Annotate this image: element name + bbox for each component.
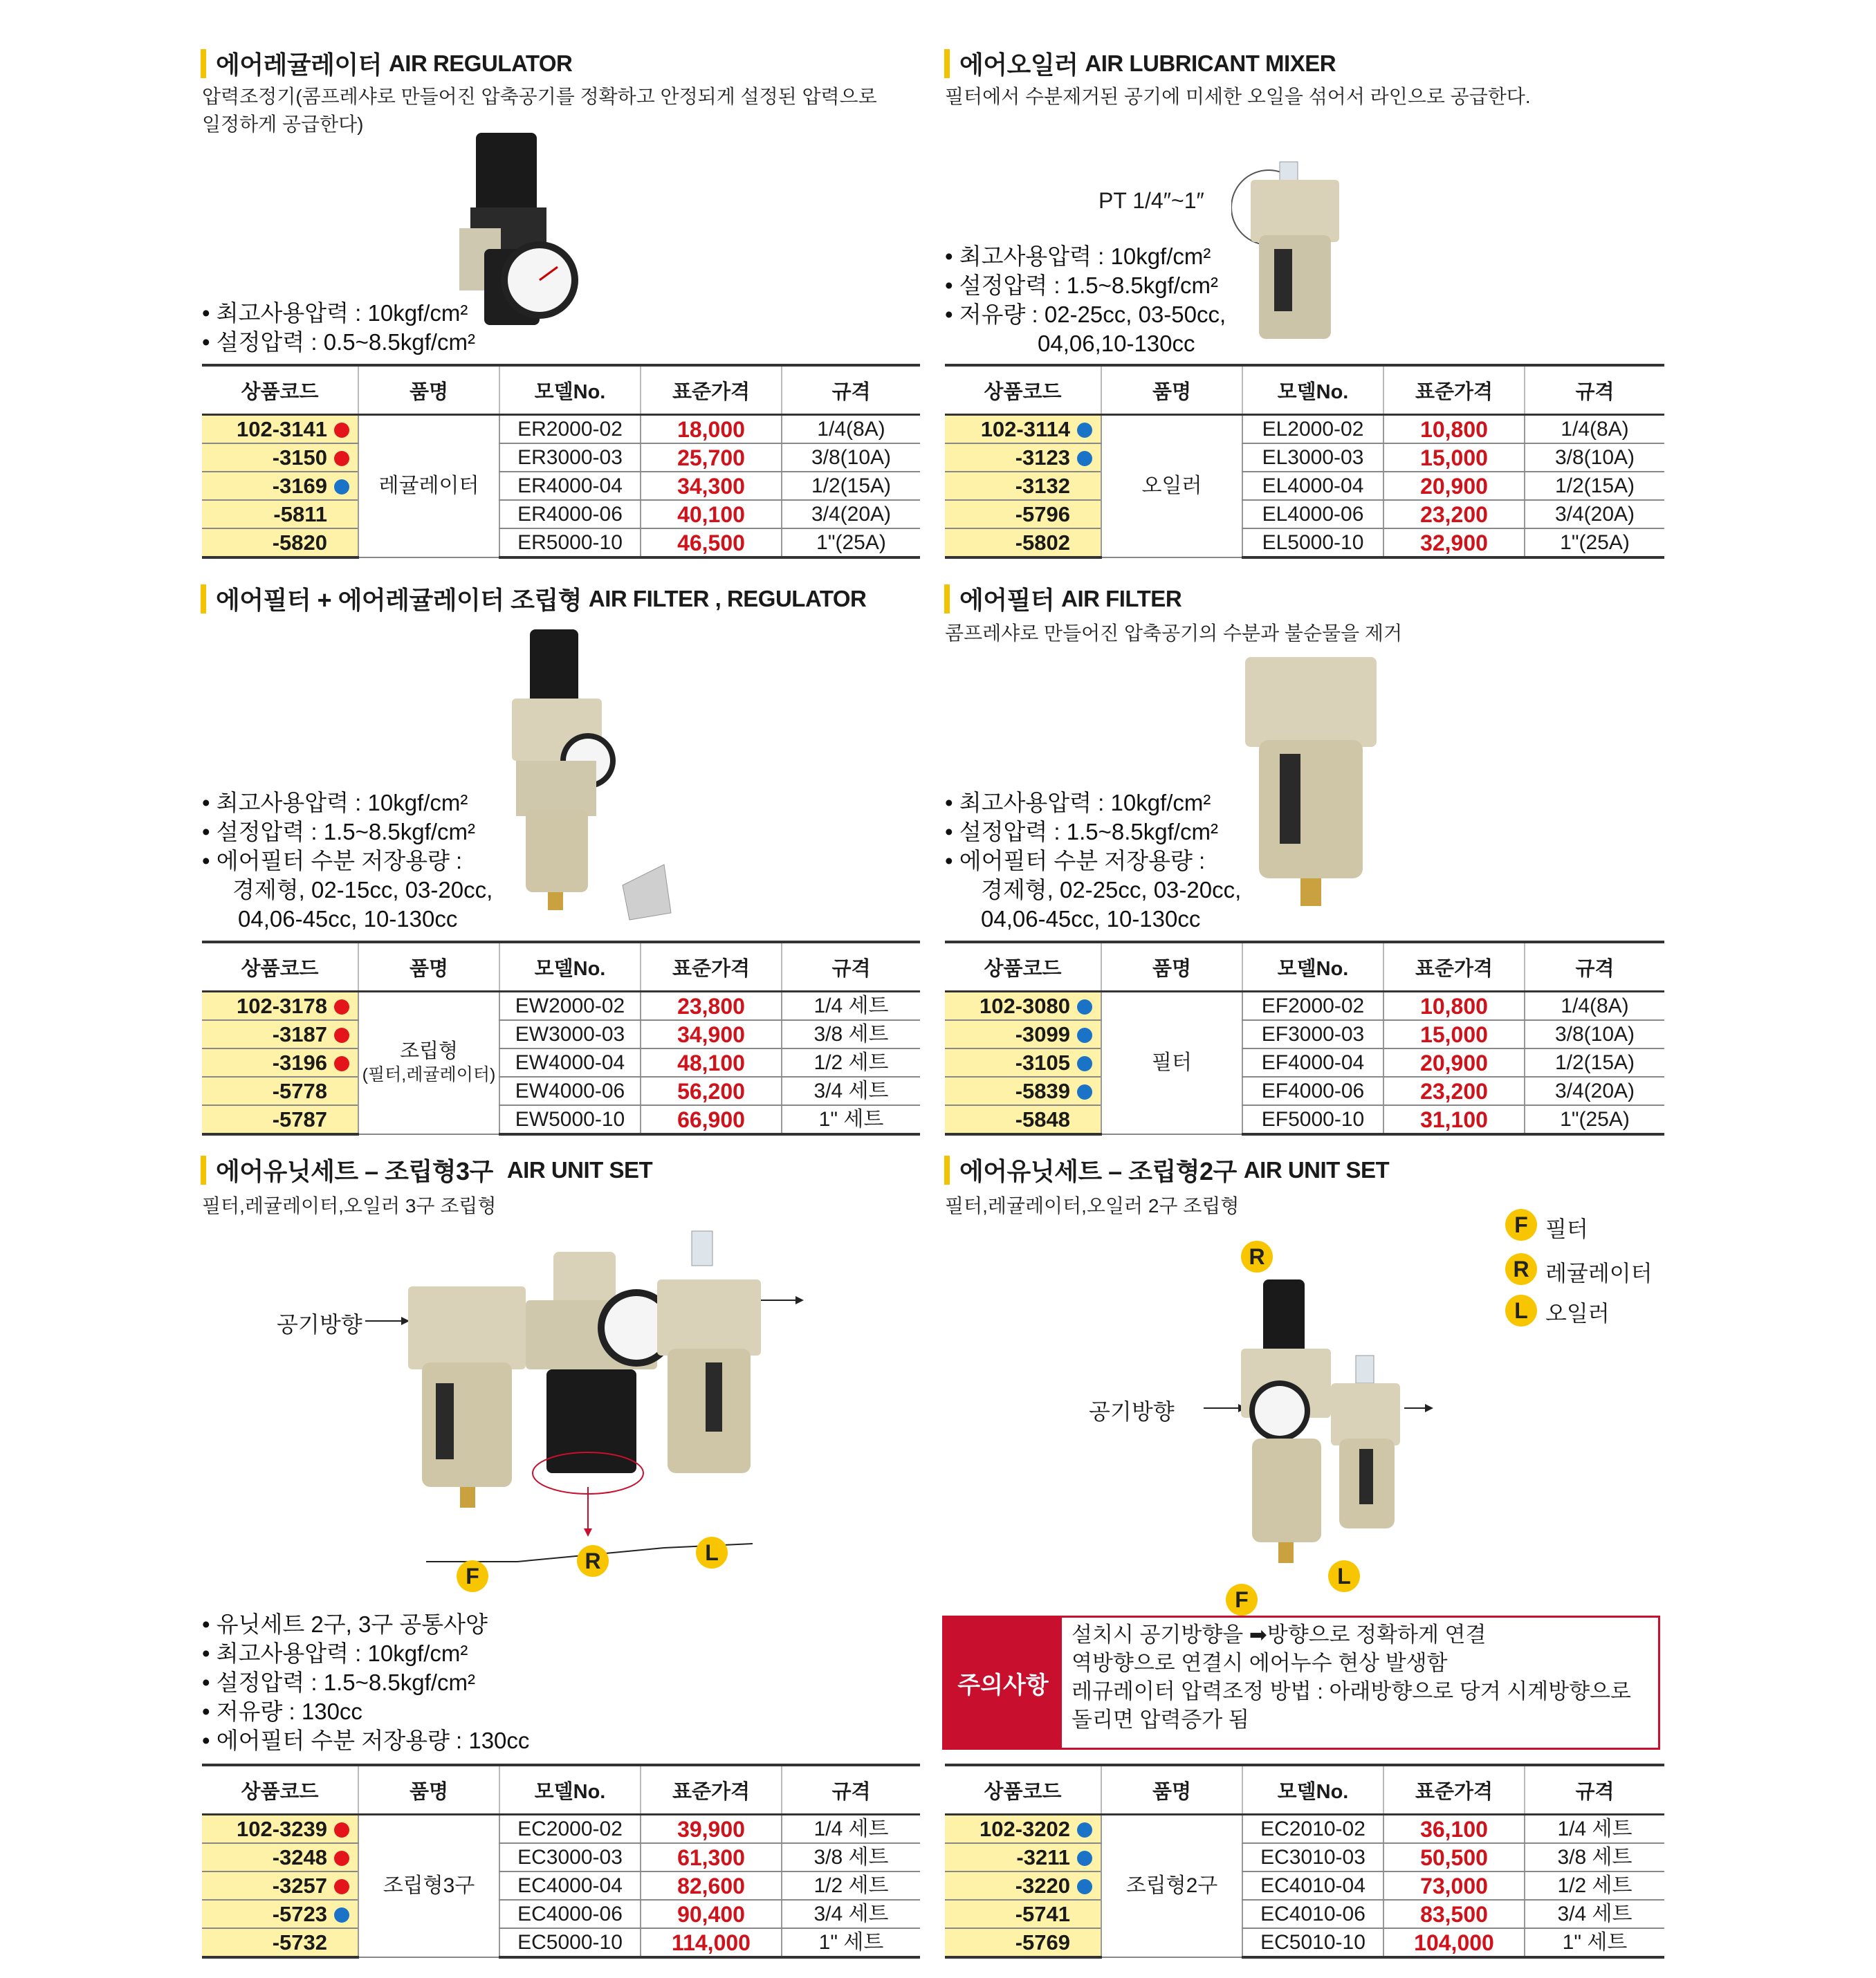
status-dot-red: [334, 1851, 349, 1866]
filter-specs: • 최고사용압력 : 10kgf/cm² • 설정압력 : 1.5~8.5kgf/cm² • 에어필터 수분 저장용량 : 경제형, 02-25cc, 03-20cc, 04,06-45cc, 10-130cc: [945, 790, 1242, 932]
status-dot-blue: [1077, 1056, 1092, 1071]
table-row: -3105 EF4000-04 20,900 1/2(15A): [945, 1048, 1664, 1077]
table-row: -5723 EC4000-06 90,400 3/4 세트: [202, 1900, 920, 1928]
table-row: -5732 EC5000-10 114,000 1" 세트: [202, 1928, 920, 1957]
status-dot-red: [334, 1056, 349, 1071]
table-row: 102-3202 조립형2구 EC2010-02 36,100 1/4 세트: [945, 1815, 1664, 1844]
table-row: 102-3178 조립형 (필터,레귤레이터) EW2000-02 23,800 1/4 세트: [202, 992, 920, 1021]
status-dot-blue: [1077, 1879, 1092, 1894]
table-row: -5787 EW5000-10 66,900 1" 세트: [202, 1105, 920, 1134]
table-row: -5839 EF4000-06 23,200 3/4(20A): [945, 1077, 1664, 1105]
status-dot-blue: [1077, 1822, 1092, 1838]
table-row: 102-3141 레귤레이터 ER2000-02 18,000 1/4(8A): [202, 415, 920, 444]
legend-label-regulator: 레귤레이터: [1545, 1261, 1653, 1286]
table-row: -3123 EL3000-03 15,000 3/8(10A): [945, 443, 1664, 472]
table-row: -3169 ER4000-04 34,300 1/2(15A): [202, 472, 920, 500]
air-direction-label-2: 공기방향: [1089, 1399, 1175, 1424]
title-accent-bar: [944, 49, 950, 78]
table-row: 102-3239 조립형3구 EC2000-02 39,900 1/4 세트: [202, 1815, 920, 1844]
filter-regulator-specs: • 최고사용압력 : 10kgf/cm² • 설정압력 : 1.5~8.5kgf/cm² • 에어필터 수분 저장용량 : 경제형, 02-15cc, 03-20cc, 04,06-45cc, 10-130cc: [202, 790, 493, 932]
table-row: -5811 ER4000-06 40,100 3/4(20A): [202, 500, 920, 528]
lubricator-description: 필터에서 수분제거된 공기에 미세한 오일을 섞어서 라인으로 공급한다.: [945, 86, 1531, 107]
pt-size-label: PT 1/4″~1″: [1098, 188, 1204, 213]
legend-label-lubricator: 오일러: [1545, 1301, 1610, 1326]
section-title-unit3: 에어유닛세트 – 조립형3구 AIR UNIT SET: [201, 1152, 652, 1187]
table-row: -3099 EF3000-03 15,000 3/8(10A): [945, 1020, 1664, 1048]
table-row: -3187 EW3000-03 34,900 3/8 세트: [202, 1020, 920, 1048]
table-row: 102-3080 필터 EF2000-02 10,800 1/4(8A): [945, 992, 1664, 1021]
legend-badge-lubricator: L: [1505, 1295, 1537, 1327]
unit2-product-image: [1204, 1279, 1439, 1584]
section-title-filter: 에어필터 AIR FILTER: [944, 581, 1181, 616]
table-row: -3132 EL4000-04 20,900 1/2(15A): [945, 472, 1664, 500]
unit3-description: 필터,레귤레이터,오일러 3구 조립형: [202, 1195, 497, 1217]
table-row: -5778 EW4000-06 56,200 3/4 세트: [202, 1077, 920, 1105]
section-title-unit2: 에어유닛세트 – 조립형2구 AIR UNIT SET: [944, 1152, 1389, 1187]
status-dot-red: [334, 423, 349, 438]
regulator-price-table: 상품코드 품명 모델No. 표준가격 규격 102-3141 레귤레이터 ER2000-02 18,000 1/4(8A) -3150 ER3000-03 25,700 3/8(10A) -3169 ER4000-04 34,300 1/2(15A) -5811 ER4000-06 40,100 3/4(20A) -5820 ER5000-10 46,500 1"(25A): [202, 364, 920, 559]
table-row: -3220 EC4010-04 73,000 1/2 세트: [945, 1871, 1664, 1900]
caution-box: [942, 1616, 1660, 1750]
legend-badge-filter: F: [1505, 1209, 1537, 1241]
status-dot-blue: [1077, 999, 1092, 1015]
title-accent-bar: [201, 49, 206, 78]
caution-body: 설치시 공기방향을 ➡방향으로 정확하게 연결 역방향으로 연결시 에어누수 현상 발생함 레규레이터 압력조정 방법 : 아래방향으로 당겨 시계방향으로 돌리면 압력증가 됨: [1072, 1623, 1631, 1732]
regulator-product-image: [457, 124, 623, 346]
status-dot-red: [334, 1028, 349, 1043]
table-row: -3248 EC3000-03 61,300 3/8 세트: [202, 1843, 920, 1871]
badge-regulator-unit3: R: [577, 1545, 609, 1577]
section-title-regulator: 에어레귤레이터 AIR REGULATOR: [201, 46, 572, 81]
table-row: -5802 EL5000-10 32,900 1"(25A): [945, 528, 1664, 557]
status-dot-red: [334, 1879, 349, 1894]
lubricator-specs: • 최고사용압력 : 10kgf/cm² • 설정압력 : 1.5~8.5kgf/cm² • 저유량 : 02-25cc, 03-50cc, 04,06,10-130cc: [945, 243, 1226, 356]
table-row: -5769 EC5010-10 104,000 1" 세트: [945, 1928, 1664, 1957]
table-row: 102-3114 오일러 EL2000-02 10,800 1/4(8A): [945, 415, 1664, 444]
badge-filter-unit2: F: [1226, 1584, 1258, 1616]
status-dot-blue: [1077, 423, 1092, 438]
title-accent-bar: [944, 1156, 950, 1185]
lubricator-price-table: 상품코드 품명 모델No. 표준가격 규격 102-3114 오일러 EL2000-02 10,800 1/4(8A) -3123 EL3000-03 15,000 3/8(10A) -3132 EL4000-04 20,900 1/2(15A) -5796 EL4000-06 23,200 3/4(20A) -5802 EL5000-10 32,900 1"(25A): [945, 364, 1664, 559]
unit3-price-table: 상품코드 품명 모델No. 표준가격 규격 102-3239 조립형3구 EC2000-02 39,900 1/4 세트 -3248 EC3000-03 61,300 3/8 세트 -3257 EC4000-04 82,600 1/2 세트 -5723 EC4000-06 90,400 3/4 세트 -5732 EC5000-10 114,000 1" 세트: [202, 1764, 920, 1959]
table-row: -3150 ER3000-03 25,700 3/8(10A): [202, 443, 920, 472]
table-row: -3211 EC3010-03 50,500 3/8 세트: [945, 1843, 1664, 1871]
status-dot-blue: [334, 1907, 349, 1923]
unit2-price-table: 상품코드 품명 모델No. 표준가격 규격 102-3202 조립형2구 EC2010-02 36,100 1/4 세트 -3211 EC3010-03 50,500 3/8 세트 -3220 EC4010-04 73,000 1/2 세트 -5741 EC4010-06 83,500 3/4 세트 -5769 EC5010-10 104,000 1" 세트: [945, 1764, 1664, 1959]
filter-price-table: 상품코드 품명 모델No. 표준가격 규격 102-3080 필터 EF2000-02 10,800 1/4(8A) -3099 EF3000-03 15,000 3/8(10A) -3105 EF4000-04 20,900 1/2(15A) -5839 EF4000-06 23,200 3/4(20A) -5848 EF5000-10 31,100 1"(25A): [945, 941, 1664, 1136]
filter-regulator-price-table: 상품코드 품명 모델No. 표준가격 규격 102-3178 조립형 (필터,레귤레이터) EW2000-02 23,800 1/4 세트 -3187 EW3000-03 34,900 3/8 세트 -3196 EW4000-04 48,100 1/2 세트 -5778 EW4000-06 56,200 3/4 세트 -5787 EW5000-10 66,900 1" 세트: [202, 941, 920, 1136]
caution-heading: 주의사항: [944, 1618, 1062, 1748]
unit2-description: 필터,레귤레이터,오일러 2구 조립형: [945, 1195, 1240, 1217]
legend-badge-regulator: R: [1505, 1253, 1537, 1285]
legend-label-filter: 필터: [1545, 1217, 1588, 1241]
status-dot-blue: [1077, 1851, 1092, 1866]
badge-lubricator-unit3: L: [696, 1537, 728, 1569]
section-title-lubricator: 에어오일러 AIR LUBRICANT MIXER: [944, 46, 1336, 81]
status-dot-blue: [1077, 1084, 1092, 1100]
badge-regulator-unit2: R: [1241, 1241, 1273, 1273]
status-dot-red: [334, 1822, 349, 1838]
air-direction-label: 공기방향: [277, 1312, 362, 1337]
filter-description: 콤프레샤로 만들어진 압축공기의 수분과 불순물을 제거: [945, 622, 1403, 644]
title-accent-bar: [944, 584, 950, 613]
filter-regulator-product-image: [505, 622, 685, 927]
status-dot-red: [334, 999, 349, 1015]
table-row: -5820 ER5000-10 46,500 1"(25A): [202, 528, 920, 557]
table-row: -5741 EC4010-06 83,500 3/4 세트: [945, 1900, 1664, 1928]
filter-product-image: [1238, 650, 1390, 934]
badge-filter-unit3: F: [457, 1560, 488, 1592]
status-dot-blue: [1077, 451, 1092, 466]
section-title-filter-regulator: 에어필터 + 에어레귤레이터 조립형 AIR FILTER , REGULATOR: [201, 581, 866, 616]
table-row: -3196 EW4000-04 48,100 1/2 세트: [202, 1048, 920, 1077]
table-row: -3257 EC4000-04 82,600 1/2 세트: [202, 1871, 920, 1900]
table-row: -5796 EL4000-06 23,200 3/4(20A): [945, 500, 1664, 528]
table-row: -5848 EF5000-10 31,100 1"(25A): [945, 1105, 1664, 1134]
regulator-description: 압력조정기(콤프레샤로 만들어진 압축공기를 정확하고 안정되게 설정된 압력으로 일정하게 공급한다): [202, 86, 877, 135]
unit3-specs: • 유닛세트 2구, 3구 공통사양 • 최고사용압력 : 10kgf/cm² • 설정압력 : 1.5~8.5kgf/cm² • 저유량 : 130cc • 에어필터 수분 저장용량 : 130cc: [202, 1611, 530, 1753]
lubricator-product-image: [1231, 159, 1363, 353]
status-dot-red: [334, 451, 349, 466]
status-dot-blue: [334, 479, 349, 494]
title-accent-bar: [201, 1156, 206, 1185]
regulator-specs: • 최고사용압력 : 10kgf/cm² • 설정압력 : 0.5~8.5kgf/cm²: [202, 300, 475, 355]
badge-lubricator-unit2: L: [1328, 1560, 1360, 1592]
title-accent-bar: [201, 584, 206, 613]
status-dot-blue: [1077, 1028, 1092, 1043]
